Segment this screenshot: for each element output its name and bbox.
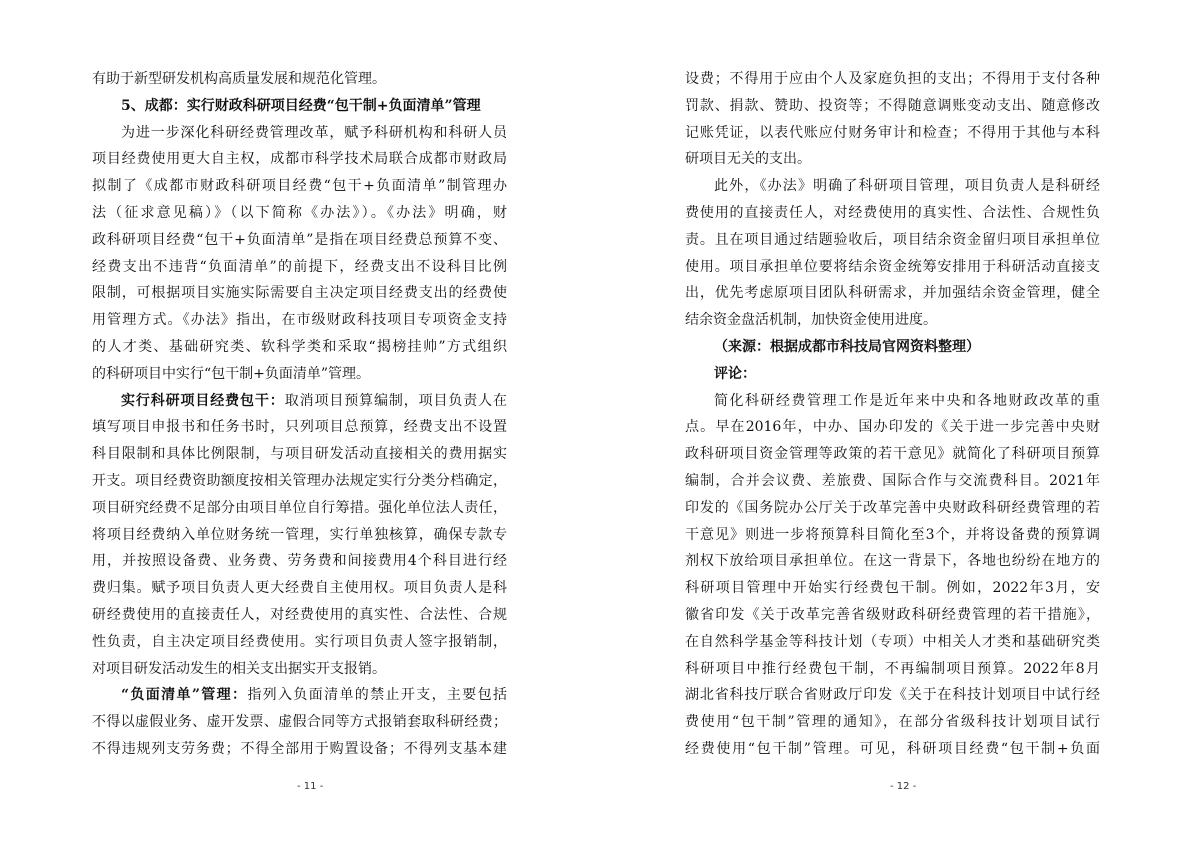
text-line: 对项目研发活动发生的相关支出据实开支报销。 xyxy=(92,660,386,677)
text-line: 编制，合并会议费、差旅费、国际合作与交流费科目。2021年 xyxy=(685,472,1100,489)
text-line xyxy=(92,388,507,415)
text-line: 费归集。赋予项目负责人更大经费自主使用权。项目负责人是科 xyxy=(92,580,507,597)
text-line: 研经费使用的直接责任人，对经费使用的真实性、合法性、合规 xyxy=(92,606,507,623)
text-line: 费使用的直接责任人，对经费使用的真实性、合法性、合规性负 xyxy=(685,204,1100,221)
text-line: 费使用“包干制”管理的通知》，在部分省级科技计划项目试行 xyxy=(685,714,1100,731)
text-line: 罚款、捐款、赞助、投资等；不得随意调账变动支出、随意修改 xyxy=(685,97,1100,114)
text-line: 用管理方式。《办法》指出，在市级财政科技项目专项资金支持 xyxy=(92,312,507,329)
text-line: 限制，可根据项目实施实际需要自主决定项目经费支出的经费使 xyxy=(92,285,507,302)
text-run: 取消项目预算编制，项目负责人在 xyxy=(284,392,507,409)
right-page xyxy=(685,66,1100,763)
text-line: 开支。项目经费资助额度按相关管理办法规定实行分类分档确定， xyxy=(92,472,507,489)
text-line: 此外，《办法》明确了科研项目管理，项目负责人是科研经 xyxy=(714,178,1100,195)
text-line: 用，并按照设备费、业务费、劳务费和间接费用4个科目进行经 xyxy=(92,553,507,570)
page-number-right: - 12 - xyxy=(890,781,917,792)
text-line: 在自然科学基金等科技计划（专项）中相关人才类和基础研究类 xyxy=(685,633,1100,650)
text-line: 设费；不得用于应由个人及家庭负担的支出；不得用于支付各种 xyxy=(685,71,1100,87)
text-run: 指列入负面清单的禁止开支，主要包括 xyxy=(247,687,507,704)
text-line: 科目限制和具体比例限制，与项目研发活动直接相关的费用据实 xyxy=(92,446,507,463)
text-line: 的科研项目中实行“包干制+负面清单”管理。 xyxy=(92,365,371,382)
text-line: 的人才类、基础研究类、软科学类和采取“揭榜挂帅”方式组织 xyxy=(92,338,507,355)
text-line: 干意见》则进一步将预算科目简化至3个，并将设备费的预算调 xyxy=(685,526,1100,543)
text-line: 不得违规列支劳务费；不得全部用于购置设备；不得列支基本建 xyxy=(92,740,507,757)
text-line: 将项目经费纳入单位财务统一管理，实行单独核算，确保专款专 xyxy=(92,526,507,543)
text-line: 责。且在项目通过结题验收后，项目结余资金留归项目承担单位 xyxy=(685,231,1100,248)
text-line: 记账凭证，以表代账应付财务审计和检查；不得用于其他与本科 xyxy=(685,124,1100,141)
text-line: 徽省印发《关于改革完善省级财政科研经费管理的若干措施》， xyxy=(685,606,1100,623)
text-line: 性负责，自主决定项目经费使用。实行项目负责人签字报销制， xyxy=(92,633,507,650)
text-line: 政科研项目经费“包干+负面清单”是指在项目经费总预算不变、 xyxy=(92,231,507,248)
text-line: 出，优先考虑原项目团队科研需求，并加强结余资金管理，健全 xyxy=(685,285,1100,302)
left-page xyxy=(92,66,507,763)
text-line: 研项目无关的支出。 xyxy=(685,151,811,168)
text-line: 经费支出不违背“负面清单”的前提下，经费支出不设科目比例 xyxy=(92,258,507,275)
text-line: 科研项目管理中开始实行经费包干制。例如，2022年3月，安 xyxy=(685,580,1100,597)
text-line: 不得以虚假业务、虚开发票、虚假合同等方式报销套取科研经费； xyxy=(92,714,507,731)
text-line: 项目研究经费不足部分由项目单位自行筹措。强化单位法人责任， xyxy=(92,499,507,516)
text-line: 为进一步深化科研经费管理改革，赋予科研机构和科研人员 xyxy=(121,124,507,141)
page-number-left: - 11 - xyxy=(297,781,324,792)
text-line: 有助于新型研发机构高质量发展和规范化管理。 xyxy=(92,71,386,87)
comment-heading: 评论： xyxy=(714,365,756,382)
text-line: 湖北省科技厅联合省财政厅印发《关于在科技计划项目中试行经 xyxy=(685,687,1100,704)
text-line: 印发的《国务院办公厅关于改革完善中央财政科研经费管理的若 xyxy=(685,499,1100,516)
text-line: 法（征求意见稿）》（以下简称《办法》）。《办法》明确，财 xyxy=(92,204,507,221)
text-line xyxy=(92,682,507,709)
text-line: 结余资金盘活机制，加快资金使用进度。 xyxy=(685,312,937,329)
source-note: （来源：根据成都市科技局官网资料整理） xyxy=(714,338,980,355)
inline-heading: “负面清单”管理： xyxy=(121,687,248,704)
text-line: 点。早在2016年，中办、国办印发的《关于进一步完善中央财 xyxy=(685,419,1100,436)
text-line: 经费使用“包干制”管理。可见，科研项目经费“包干制+负面 xyxy=(685,740,1100,757)
section-heading: 5、成都：实行财政科研项目经费“包干制+负面清单”管理 xyxy=(121,97,481,114)
text-line: 政科研项目资金管理等政策的若干意见》就简化了科研项目预算 xyxy=(685,446,1100,463)
text-line: 填写项目申报书和任务书时，只列项目总预算，经费支出不设置 xyxy=(92,419,507,436)
text-line: 剂权下放给项目承担单位。在这一背景下，各地也纷纷在地方的 xyxy=(685,553,1100,570)
inline-heading: 实行科研项目经费包干： xyxy=(121,392,285,409)
text-line: 使用。项目承担单位要将结余资金统筹安排用于科研活动直接支 xyxy=(685,258,1100,275)
text-line: 简化科研经费管理工作是近年来中央和各地财政改革的重 xyxy=(714,392,1100,409)
text-line: 科研项目中推行经费包干制，不再编制项目预算。2022年8月 xyxy=(685,660,1100,677)
text-line: 项目经费使用更大自主权，成都市科学技术局联合成都市财政局 xyxy=(92,151,507,168)
text-line: 拟制了《成都市财政科研项目经费“包干+负面清单”制管理办 xyxy=(92,178,507,195)
